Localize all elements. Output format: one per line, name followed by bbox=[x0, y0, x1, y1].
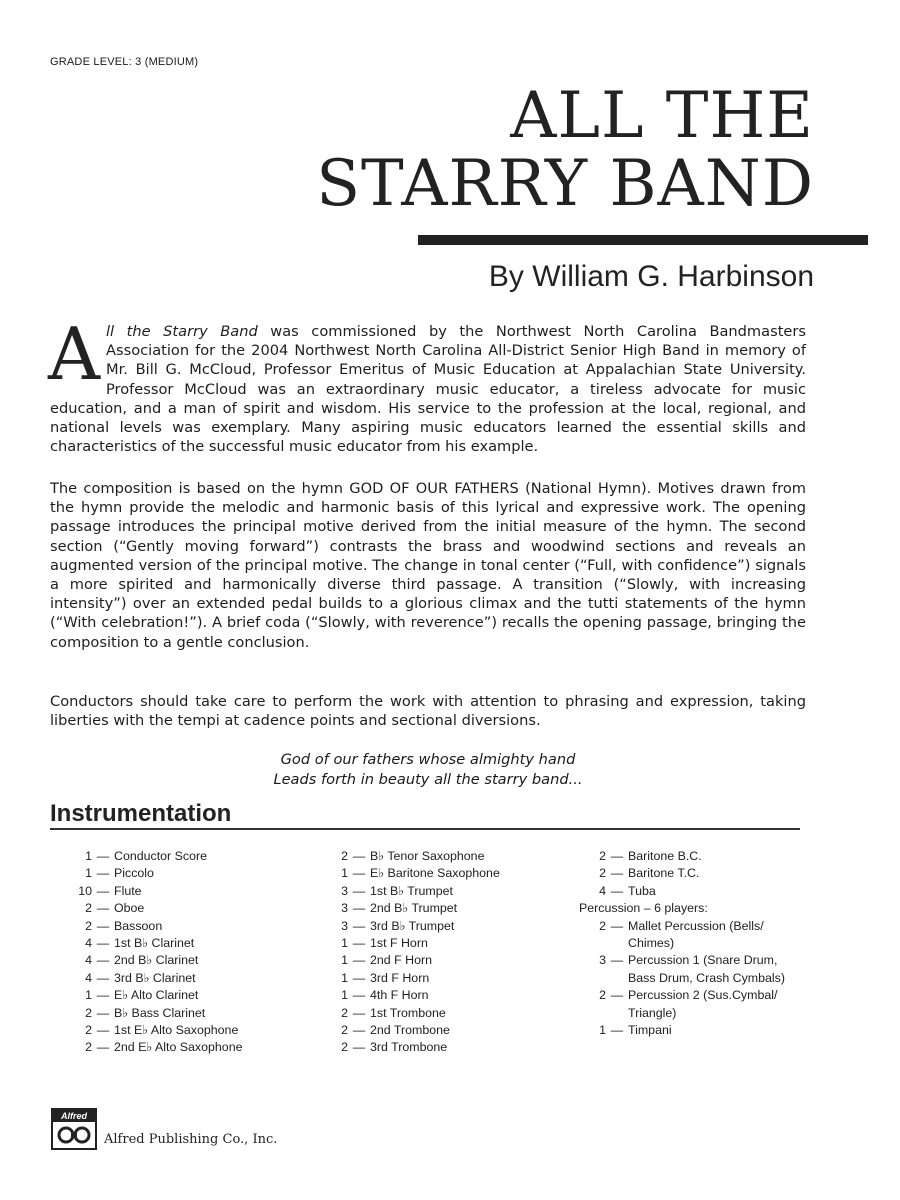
instrument-quantity: 2 bbox=[341, 1023, 348, 1038]
instrument-quantity: 2 bbox=[599, 988, 606, 1003]
instrument-quantity: 1 bbox=[341, 953, 348, 968]
instrument-quantity: 4 bbox=[85, 953, 92, 968]
instrumentation-column-2 bbox=[314, 848, 559, 1057]
instrument-part: Flute bbox=[114, 883, 142, 898]
instrument-dash: — bbox=[352, 1005, 366, 1020]
instrumentation-heading: Instrumentation bbox=[50, 800, 232, 827]
instrument-row bbox=[314, 987, 559, 1004]
instrument-dash: — bbox=[96, 918, 110, 933]
instrument-quantity: 1 bbox=[85, 988, 92, 1003]
instrument-quantity: 1 bbox=[341, 936, 348, 951]
instrument-part: Tuba bbox=[628, 883, 656, 898]
instrument-row bbox=[572, 883, 802, 900]
instrument-quantity: 2 bbox=[85, 918, 92, 933]
instrument-part: 1st B♭ Clarinet bbox=[114, 936, 195, 951]
instrument-part: B♭ Tenor Saxophone bbox=[370, 849, 485, 863]
instrument-dash: — bbox=[352, 970, 366, 985]
instrument-row bbox=[314, 1022, 559, 1039]
instrument-dash: — bbox=[96, 883, 110, 898]
instrument-dash: — bbox=[610, 866, 624, 881]
instrument-dash: — bbox=[96, 936, 110, 951]
instrument-part: Timpani bbox=[628, 1023, 672, 1038]
instrument-part: Baritone T.C. bbox=[628, 866, 700, 881]
instrument-part: 1st F Horn bbox=[370, 936, 428, 951]
instrument-quantity: 1 bbox=[341, 970, 348, 985]
instrument-dash: — bbox=[352, 1023, 366, 1038]
instrument-quantity: 1 bbox=[341, 866, 348, 881]
instrument-part: E♭ Alto Clarinet bbox=[114, 988, 199, 1003]
instrument-part: 3rd F Horn bbox=[370, 970, 430, 985]
instrument-part: 1st B♭ Trumpet bbox=[370, 883, 453, 898]
instrument-row bbox=[58, 1005, 298, 1022]
instrument-row bbox=[314, 900, 559, 917]
instrument-dash: — bbox=[352, 953, 366, 968]
instrument-quantity: 3 bbox=[341, 918, 348, 933]
instrument-part: 2nd Trombone bbox=[370, 1023, 450, 1038]
instrument-dash: — bbox=[610, 849, 624, 863]
logo-wordmark: Alfred bbox=[53, 1110, 95, 1122]
instrument-row bbox=[572, 987, 802, 1022]
instrument-row bbox=[572, 865, 802, 882]
instrument-row bbox=[58, 883, 298, 900]
page-title bbox=[316, 79, 814, 221]
instrument-quantity: 4 bbox=[85, 970, 92, 985]
instrument-quantity: 1 bbox=[599, 1023, 606, 1038]
publisher-name: Alfred Publishing Co., Inc. bbox=[104, 1132, 278, 1147]
instrument-quantity: 2 bbox=[341, 849, 348, 863]
instrument-section-label: Percussion – 6 players: bbox=[579, 901, 708, 916]
instrument-dash: — bbox=[96, 1023, 110, 1038]
instrument-row bbox=[58, 1022, 298, 1039]
instrument-quantity: 2 bbox=[599, 918, 606, 933]
instrument-row bbox=[58, 952, 298, 969]
instrument-row bbox=[314, 952, 559, 969]
instrument-quantity: 2 bbox=[85, 901, 92, 916]
instrument-quantity: 3 bbox=[599, 953, 606, 968]
instrument-part: Mallet Percussion (Bells/ Chimes) bbox=[628, 918, 764, 951]
instrument-part: E♭ Baritone Saxophone bbox=[370, 866, 500, 881]
instrument-part: 3rd Trombone bbox=[370, 1040, 448, 1055]
instrument-dash: — bbox=[352, 936, 366, 951]
instrument-row bbox=[572, 1022, 802, 1039]
hymn-quote bbox=[50, 750, 806, 789]
instrument-dash: — bbox=[96, 1005, 110, 1020]
instrumentation-column-3 bbox=[572, 848, 802, 1039]
instrument-part: 4th F Horn bbox=[370, 988, 429, 1003]
instrument-part: 2nd E♭ Alto Saxophone bbox=[114, 1040, 243, 1055]
instrument-row bbox=[572, 952, 802, 987]
instrument-dash: — bbox=[610, 883, 624, 898]
instrument-part: 1st E♭ Alto Saxophone bbox=[114, 1023, 239, 1038]
instrument-quantity: 1 bbox=[85, 866, 92, 881]
paragraph-intro-text: was commissioned by the Northwest North Carolina Bandmasters Association for the 2004 Northwest North Carolina All-District Senior High Band in memory of Mr. Bill G. McCloud, Professor Emeritus of Music Education at Appalachian State University. Professor McCloud was an extraordinary music educator, a tireless advocate for music education, and a man of spirit and wisdom. His service to the profession at the local, regional, and national levels was exemplary. Many aspiring music educators learned the essential skills and characteristics of the successful music educator from his example. bbox=[50, 323, 806, 456]
instrument-dash: — bbox=[610, 988, 624, 1003]
instrument-quantity: 4 bbox=[599, 883, 606, 898]
instrument-part: 3rd B♭ Clarinet bbox=[114, 970, 196, 985]
quote-line-1: God of our fathers whose almighty hand bbox=[280, 751, 576, 768]
instrument-row bbox=[314, 848, 559, 865]
instrument-quantity: 3 bbox=[341, 883, 348, 898]
instrument-row bbox=[58, 900, 298, 917]
instrument-part: 2nd F Horn bbox=[370, 953, 432, 968]
instrument-dash: — bbox=[96, 849, 110, 863]
instrument-row bbox=[314, 865, 559, 882]
instrument-quantity: 3 bbox=[341, 901, 348, 916]
instrument-quantity: 2 bbox=[85, 1040, 92, 1055]
instrument-part: Percussion 2 (Sus.Cymbal/ Triangle) bbox=[628, 988, 778, 1020]
instrument-quantity: 4 bbox=[85, 936, 92, 951]
instrument-quantity: 1 bbox=[85, 849, 92, 863]
title-line-1: ALL THE bbox=[510, 79, 814, 153]
instrument-row bbox=[314, 935, 559, 952]
paragraph-conductors: Conductors should take care to perform the work with attention to phrasing and expression, taking liberties with the tempi at cadence points and sectional diversions. bbox=[50, 693, 806, 730]
instrument-row bbox=[58, 935, 298, 952]
instrument-row bbox=[58, 987, 298, 1004]
instrument-part: 2nd B♭ Clarinet bbox=[114, 953, 199, 968]
instrument-dash: — bbox=[96, 1040, 110, 1055]
instrument-part: Bassoon bbox=[114, 918, 163, 933]
drop-cap: A bbox=[48, 312, 100, 396]
instrument-dash: — bbox=[352, 849, 366, 863]
quote-line-2: Leads forth in beauty all the starry band... bbox=[273, 770, 583, 788]
instrument-part: Piccolo bbox=[114, 866, 154, 881]
instrument-part: Conductor Score bbox=[114, 849, 207, 863]
instrument-row bbox=[572, 918, 802, 953]
instrument-row bbox=[314, 1005, 559, 1022]
publisher-logo bbox=[51, 1108, 97, 1150]
instrument-dash: — bbox=[352, 918, 366, 933]
instrument-dash: — bbox=[352, 1040, 366, 1055]
instrument-row bbox=[314, 883, 559, 900]
instrument-quantity: 1 bbox=[341, 988, 348, 1003]
instrument-quantity: 2 bbox=[85, 1023, 92, 1038]
instrument-row bbox=[314, 918, 559, 935]
instrument-part: 1st Trombone bbox=[370, 1005, 446, 1020]
instrument-row bbox=[314, 1039, 559, 1056]
instrument-row bbox=[58, 865, 298, 882]
instrument-part: 2nd B♭ Trumpet bbox=[370, 901, 458, 916]
instrument-quantity: 2 bbox=[341, 1005, 348, 1020]
instrument-dash: — bbox=[352, 883, 366, 898]
instrument-part: Oboe bbox=[114, 901, 145, 916]
paragraph-intro bbox=[48, 312, 806, 456]
instrument-dash: — bbox=[610, 1023, 624, 1038]
instrument-quantity: 10 bbox=[78, 883, 92, 898]
instrument-dash: — bbox=[610, 953, 624, 968]
instrument-part: Percussion 1 (Snare Drum, Bass Drum, Crash Cymbals) bbox=[628, 953, 785, 985]
instrument-dash: — bbox=[96, 866, 110, 881]
instrument-part: 3rd B♭ Trumpet bbox=[370, 918, 455, 933]
grade-level: GRADE LEVEL: 3 (MEDIUM) bbox=[50, 56, 199, 68]
byline: By William G. Harbinson bbox=[488, 260, 814, 293]
title-line-2: STARRY BAND bbox=[316, 147, 814, 221]
instrument-dash: — bbox=[352, 988, 366, 1003]
instrument-row bbox=[58, 1039, 298, 1056]
instrument-row bbox=[572, 848, 802, 865]
instrument-dash: — bbox=[96, 953, 110, 968]
instrument-quantity: 2 bbox=[85, 1005, 92, 1020]
instrument-row bbox=[314, 970, 559, 987]
instrument-row bbox=[58, 918, 298, 935]
instrument-row bbox=[58, 848, 298, 865]
instrument-part: Baritone B.C. bbox=[628, 849, 702, 863]
instrumentation-column-1 bbox=[58, 848, 298, 1057]
instrument-dash: — bbox=[96, 901, 110, 916]
instrument-dash: — bbox=[96, 970, 110, 985]
instrument-quantity: 2 bbox=[341, 1040, 348, 1055]
instrument-row bbox=[572, 900, 802, 917]
instrument-quantity: 2 bbox=[599, 849, 606, 863]
instrument-row bbox=[58, 970, 298, 987]
instrument-dash: — bbox=[96, 988, 110, 1003]
instrument-part: B♭ Bass Clarinet bbox=[114, 1005, 206, 1020]
instrument-quantity: 2 bbox=[599, 866, 606, 881]
title-rule bbox=[418, 235, 868, 245]
instrument-dash: — bbox=[352, 901, 366, 916]
paragraph-composition: The composition is based on the hymn GOD OF OUR FATHERS (National Hymn). Motives drawn from the hymn provide the melodic and harmonic basis of this lyrical and expressive work. The opening passage introduces the principal motive derived from the initial measure of the hymn. The second section (“Gently moving forward”) contrasts the brass and woodwind sections and reveals an augmented version of the principal motive. The change in tonal center (“Full, with confidence”) signals a more spirited and harmonically diverse third passage. A transition (“Slowly, with increasing intensity”) over an extended pedal builds to a glorious climax and the tutti statements of the hymn (“With celebration!”). A brief coda (“Slowly, with reverence”) recalls the opening passage, bringing the composition to a gentle conclusion. bbox=[50, 480, 806, 651]
logo-symbol-icon bbox=[53, 1122, 95, 1148]
instrument-dash: — bbox=[610, 918, 624, 933]
instrument-dash: — bbox=[352, 866, 366, 881]
instrumentation-rule bbox=[50, 828, 800, 830]
italic-title: ll the Starry Band bbox=[106, 323, 258, 340]
